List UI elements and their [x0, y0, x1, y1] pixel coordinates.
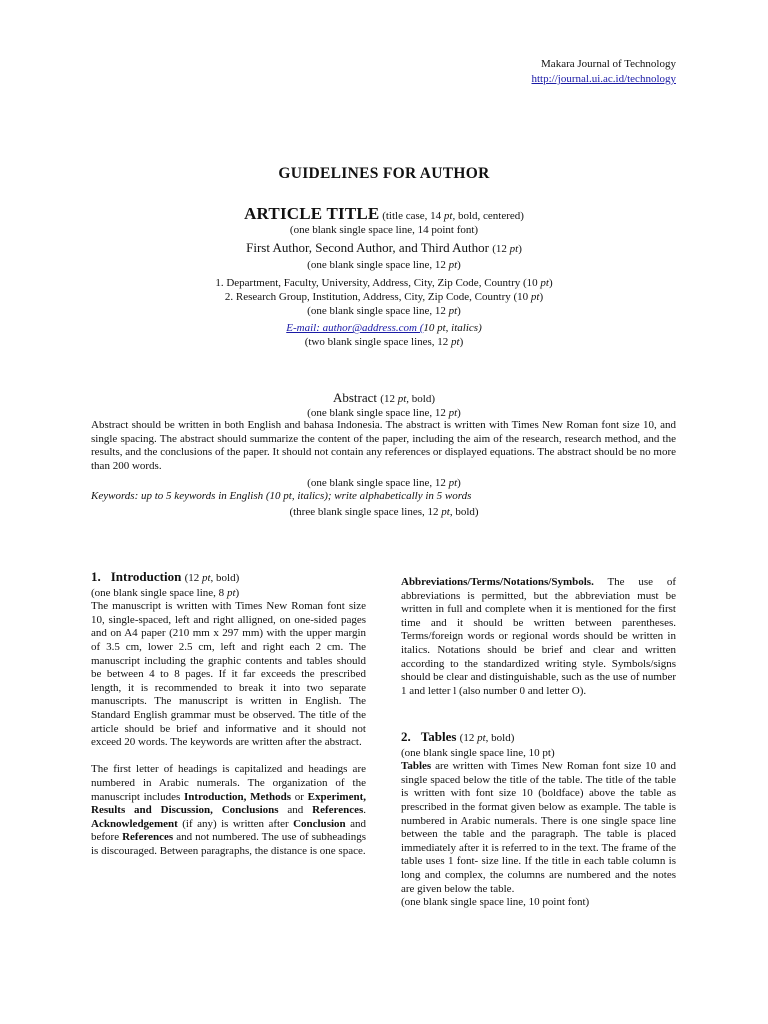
spacing-note: (one blank single space line, 8 pt)	[91, 586, 240, 599]
spacing-note: (one blank single space line, 12 pt)	[307, 305, 461, 317]
section-heading-note: (12 pt, bold)	[459, 732, 515, 744]
guidelines-title: GUIDELINES FOR AUTHOR	[278, 165, 490, 182]
article-title-line	[0, 204, 768, 224]
abstract-heading-note: (12 pt, bold)	[380, 393, 435, 405]
article-title: ARTICLE TITLE	[244, 204, 380, 223]
introduction-heading	[91, 570, 366, 586]
journal-name: Makara Journal of Technology	[541, 58, 676, 70]
introduction-paragraph-1: The manuscript is written with Times New Roman font size 10, single-spaced, left and right alligned, on one-sided pages and on A4 paper (210 mm x 297 mm) with the upper margin of 3.5 cm, lower 2.5 cm, left and right each 2 cm. The manuscript including the graphic contents and tables should be between 4 to 8 pages. If it far exceeds the prescribed length, it is recommended to break it into two separate manuscripts. The manuscript is written in English. The Standard English grammar must be observed. The title of the article should be brief and informative and it should not exceed 20 words. The keywords are written after the abstract.	[91, 600, 366, 749]
section-number: 2.	[401, 729, 411, 744]
spacing-note: (one blank single space line, 12 pt)	[307, 259, 461, 271]
spacing-note: (three blank single space lines, 12 pt, bold)	[289, 506, 479, 518]
author-names: First Author, Second Author, and Third Author	[246, 240, 489, 255]
email-line	[0, 321, 768, 335]
affiliation-2: 2. Research Group, Institution, Address, City, Zip Code, Country (10 pt)	[224, 291, 544, 303]
spacing-note: (two blank single space lines, 12 pt)	[304, 336, 464, 348]
abbreviations-section	[401, 576, 676, 698]
tables-heading	[401, 730, 676, 746]
introduction-paragraph-2: The first letter of headings is capitalized and headings are numbered in Arabic numerals. The organization of the manuscript includes Introduction, Methods or Experiment, Results and Discussion, Conclusions and References. Acknowledgement (if any) is written after Conclusion and before References and not numbered. The use of subheadings is discouraged. Between paragraphs, the distance is one space.	[91, 763, 367, 857]
authors-size-note: (12 pt)	[492, 243, 522, 255]
abstract-body: Abstract should be written in both English and bahasa Indonesia. The abstract is written with Times New Roman font size 10, and single spacing. The abstract should summarize the content of the paper, including the aim of the research, research method, and the results, and the conclusions of the paper. It should not contain any references or displayed equations. The abstract should be no more than 200 words.	[91, 419, 676, 472]
spacing-note: (one blank single space line, 10 point font)	[401, 896, 590, 909]
section-title: Tables	[420, 729, 457, 744]
abbreviations-paragraph: Abbreviations/Terms/Notations/Symbols. The use of abbreviations is permitted, but the abbreviation must be written in full and complete when it is mentioned for the first time and it should be written between parentheses. Terms/foreign words or regional words should be written in italics. Notations should be brief and clear and written according to the standardized writing style. Symbols/signs should be clear and distinguishable, such as the use of number 1 and letter l (also number 0 and letter O).	[401, 576, 676, 697]
spacing-note: (one blank single space line, 10 pt)	[401, 746, 555, 759]
spacing-note: (one blank single space line, 12 pt)	[307, 407, 461, 419]
tables-paragraph: Tables are written with Times New Roman font size 10 and single spaced below the title of the table. The title of the table is written with font size 10 (boldface) above the table as prescribed in the format given below as example. The table is numbered in Arabic numerals. There is one single space line between the table and the paragraph. The table is placed immediately after it is referred to in the text. The frame of the table uses 1 font- size line. If the title in each table column is long and complex, the columns are numbered and the notes are given below the table.	[401, 760, 676, 895]
section-title: Introduction	[110, 569, 182, 584]
abbreviations-heading: Abbreviations/Terms/Notations/Symbols.	[401, 576, 594, 588]
abstract-heading	[0, 390, 768, 406]
tables-section	[401, 730, 676, 910]
spacing-note: (one blank single space line, 12 pt)	[307, 477, 461, 489]
email-note: 10 pt, italics)	[423, 322, 482, 334]
journal-url-link[interactable]: http://journal.ui.ac.id/technology	[531, 73, 676, 85]
email-link[interactable]: E-mail: author@address.com (	[286, 322, 424, 334]
affiliation-1: 1. Department, Faculty, University, Address, City, Zip Code, Country (10 pt)	[215, 277, 553, 289]
journal-header	[430, 57, 676, 87]
section-heading-note: (12 pt, bold)	[184, 572, 240, 584]
spacing-note: (one blank single space line, 14 point font)	[289, 224, 479, 236]
abstract-title: Abstract	[332, 390, 378, 405]
section-number: 1.	[91, 569, 101, 584]
keywords-line: Keywords: up to 5 keywords in English (10 pt, italics); write alphabetically in 5 words	[91, 490, 472, 502]
authors-line	[0, 240, 768, 256]
article-title-note: (title case, 14 pt, bold, centered)	[382, 210, 524, 222]
introduction-section	[91, 570, 366, 858]
